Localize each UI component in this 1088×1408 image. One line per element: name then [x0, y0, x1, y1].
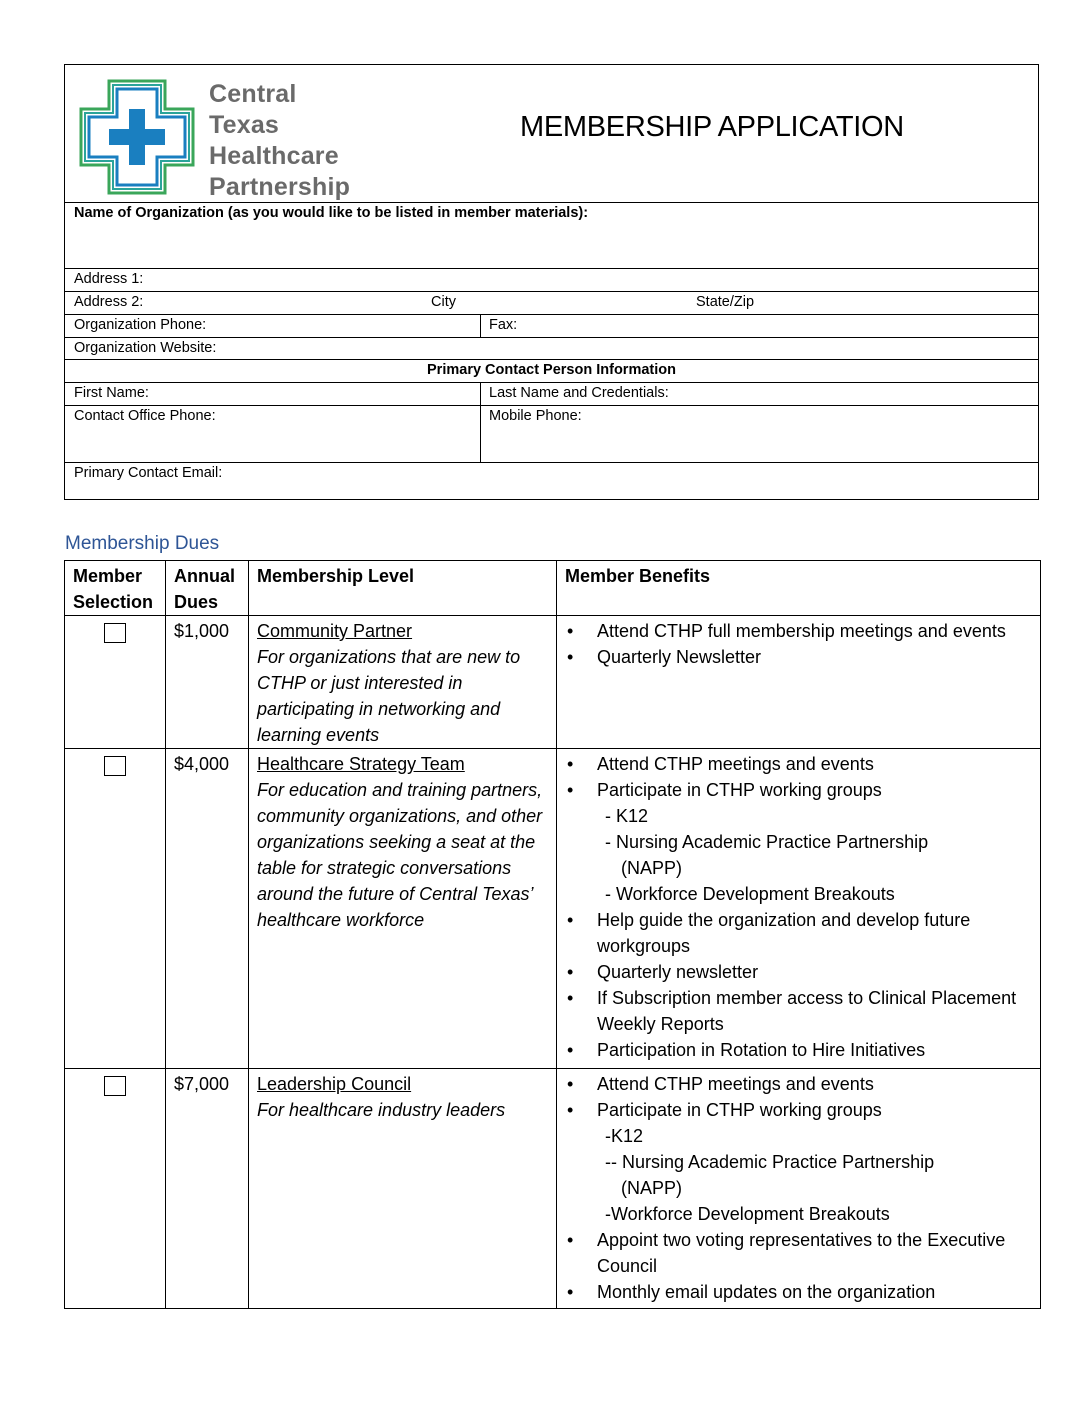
dues-amount: $7,000: [166, 1069, 249, 1309]
benefit-item: • Quarterly newsletter: [565, 959, 1032, 985]
column-header-dues: Annual Dues: [166, 561, 249, 616]
address2-row[interactable]: [65, 292, 1038, 315]
benefit-item: • Help guide the organization and develop future workgroups: [565, 907, 1032, 959]
benefit-item: • Attend CTHP meetings and events: [565, 1071, 1032, 1097]
benefit-item: • Quarterly Newsletter: [565, 644, 1032, 670]
benefit-sub-item: -Workforce Development Breakouts: [605, 1204, 890, 1224]
column-divider: [480, 406, 481, 462]
selection-cell: [65, 1069, 166, 1309]
benefit-item: • Attend CTHP full membership meetings and events: [565, 618, 1032, 644]
benefits-cell: [557, 616, 1041, 749]
logo-word-3: Healthcare: [209, 142, 339, 170]
primary-contact-heading-row: [65, 360, 1038, 383]
benefits-list: [565, 751, 1032, 1063]
benefit-sub-item: -- Nursing Academic Practice Partnership: [605, 1152, 935, 1172]
phone-fax-row: [65, 315, 1038, 338]
org-name-label: Name of Organization (as you would like to be listed in member materials):: [74, 205, 589, 221]
benefit-sub-item: -K12: [605, 1126, 644, 1146]
table-header-row: [65, 561, 1041, 616]
address1-label: Address 1:: [74, 271, 144, 287]
dues-amount: $1,000: [166, 616, 249, 749]
leadership-council-checkbox[interactable]: [104, 1076, 126, 1096]
level-description: For organizations that are new to CTHP or just interested in participating in networking and learning events: [257, 647, 521, 745]
address2-label: Address 2:: [74, 294, 144, 310]
city-label: City: [431, 294, 456, 310]
benefit-sub-item: (NAPP): [621, 858, 683, 878]
benefit-item: • Monthly email updates on the organization: [565, 1279, 1032, 1305]
benefit-sub-item: - Workforce Development Breakouts: [605, 884, 895, 904]
membership-dues-heading: Membership Dues: [65, 533, 220, 554]
level-cell: [249, 749, 557, 1069]
name-row: [65, 383, 1038, 406]
table-row: [65, 749, 1041, 1069]
strategy-team-checkbox[interactable]: [104, 756, 126, 776]
column-header-selection: Member Selection: [65, 561, 166, 616]
benefits-cell: [557, 749, 1041, 1069]
benefit-item: • Participation in Rotation to Hire Initiatives: [565, 1037, 1032, 1063]
application-form: [64, 64, 1039, 500]
benefit-item: • Attend CTHP meetings and events: [565, 751, 1032, 777]
selection-cell: [65, 749, 166, 1069]
level-name: Community Partner: [257, 621, 413, 641]
logo-word-1: Central: [209, 80, 297, 108]
office-phone-label: Contact Office Phone:: [74, 408, 216, 424]
state-zip-label: State/Zip: [696, 294, 755, 310]
benefits-cell: [557, 1069, 1041, 1309]
address1-row[interactable]: [65, 269, 1038, 292]
form-header: [65, 65, 1038, 203]
benefits-list: [565, 618, 1032, 670]
org-name-row[interactable]: [65, 203, 1038, 269]
fax-label: Fax:: [489, 317, 518, 333]
cthp-logo: [79, 79, 359, 201]
level-cell: [249, 1069, 557, 1309]
benefit-sub-item: - K12: [605, 806, 649, 826]
membership-dues-table: [64, 560, 1041, 1309]
column-divider: [480, 315, 481, 337]
last-name-label: Last Name and Credentials:: [489, 385, 669, 401]
benefit-item: • Participate in CTHP working groups: [565, 777, 1032, 803]
benefit-item: • Appoint two voting representatives to the Executive Council: [565, 1227, 1032, 1279]
contact-phone-row: [65, 406, 1038, 463]
table-row: [65, 1069, 1041, 1309]
page-title: MEMBERSHIP APPLICATION: [520, 111, 904, 143]
column-header-benefits: Member Benefits: [557, 561, 1041, 616]
email-row[interactable]: [65, 463, 1038, 499]
level-description: For education and training partners, community organizations, and other organizations seeking a seat at the table for strategic conversations around the future of Central Texas’ healthcare workforce: [257, 780, 543, 930]
org-phone-label: Organization Phone:: [74, 317, 207, 333]
table-row: [65, 616, 1041, 749]
dues-amount: $4,000: [166, 749, 249, 1069]
column-divider: [480, 383, 481, 405]
email-label: Primary Contact Email:: [74, 465, 223, 481]
benefit-sub-item: (NAPP): [621, 1178, 683, 1198]
community-partner-checkbox[interactable]: [104, 623, 126, 643]
column-header-level: Membership Level: [249, 561, 557, 616]
logo-word-2: Texas: [209, 111, 280, 139]
first-name-label: First Name:: [74, 385, 149, 401]
logo-word-4: Partnership: [209, 173, 351, 201]
selection-cell: [65, 616, 166, 749]
benefits-list: [565, 1071, 1032, 1305]
level-name: Healthcare Strategy Team: [257, 754, 465, 774]
benefit-sub-item: - Nursing Academic Practice Partnership: [605, 832, 929, 852]
benefit-item: • If Subscription member access to Clinical Placement Weekly Reports: [565, 985, 1032, 1037]
cross-logo-icon: [79, 79, 199, 197]
mobile-phone-label: Mobile Phone:: [489, 408, 582, 424]
level-cell: [249, 616, 557, 749]
level-description: For healthcare industry leaders: [257, 1100, 506, 1120]
website-label: Organization Website:: [74, 340, 217, 356]
level-name: Leadership Council: [257, 1074, 412, 1094]
website-row[interactable]: [65, 338, 1038, 360]
benefit-item: • Participate in CTHP working groups: [565, 1097, 1032, 1123]
primary-contact-heading: Primary Contact Person Information: [427, 362, 676, 378]
